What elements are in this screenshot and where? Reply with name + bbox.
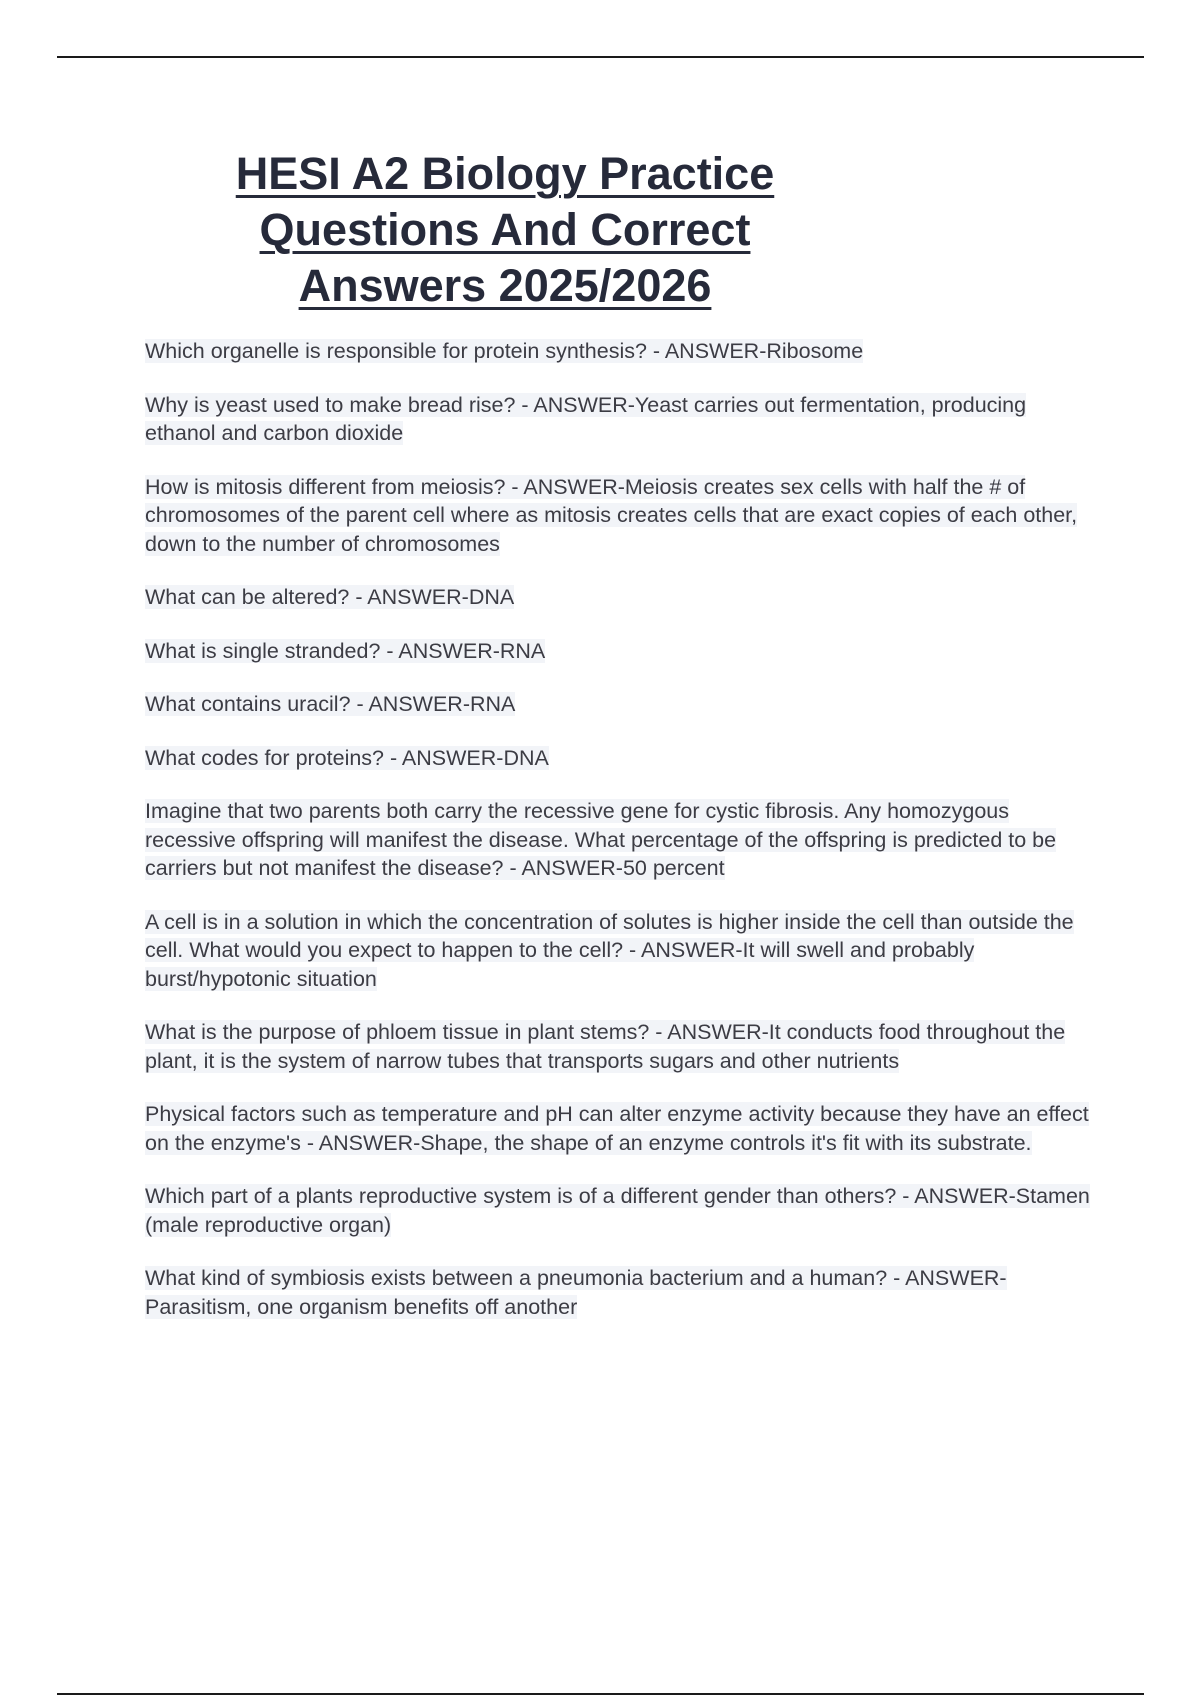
qa-text: Why is yeast used to make bread rise? - ANSWER-Yeast carries out fermentation, producing ethanol and carbon dioxide xyxy=(145,392,1027,445)
qa-text: A cell is in a solution in which the concentration of solutes is higher inside the cell than outside the cell. What would you expect to happen to the cell? - ANSWER-It will swell and probably burst/hypotonic situation xyxy=(145,909,1074,991)
qa-item xyxy=(145,1182,1090,1239)
qa-item xyxy=(145,583,1090,612)
qa-text: Which organelle is responsible for protein synthesis? - ANSWER-Ribosome xyxy=(145,339,864,363)
qa-item xyxy=(145,391,1090,448)
qa-text: Imagine that two parents both carry the recessive gene for cystic fibrosis. Any homozygous recessive offspring will manifest the disease. What percentage of the offspring is predicted to be carriers but not manifest the disease? - ANSWER-50 percent xyxy=(145,799,1057,880)
qa-item xyxy=(145,1100,1090,1157)
qa-item xyxy=(145,337,1090,366)
qa-text: What is the purpose of phloem tissue in plant stems? - ANSWER-It conducts food throughout the plant, it is the system of narrow tubes that transports sugars and other nutrients xyxy=(145,1020,1066,1073)
qa-text: What kind of symbiosis exists between a pneumonia bacterium and a human? - ANSWER-Parasitism, one organism benefits off another xyxy=(145,1266,1007,1319)
qa-text: Which part of a plants reproductive system is of a different gender than others? - ANSWER-Stamen (male reproductive organ) xyxy=(145,1184,1090,1237)
qa-item xyxy=(145,637,1090,666)
title-line-3: Answers 2025/2026 xyxy=(298,260,712,311)
qa-item xyxy=(145,908,1090,994)
qa-item xyxy=(145,690,1090,719)
title-line-2: Questions And Correct xyxy=(259,204,751,255)
qa-item xyxy=(145,797,1090,883)
qa-text: How is mitosis different from meiosis? - ANSWER-Meiosis creates sex cells with half the # of chromosomes of the parent cell where as mitosis creates cells that are exact copies of each other, down to the number of chromosomes xyxy=(145,474,1078,556)
qa-item xyxy=(145,1018,1090,1075)
qa-text: Physical factors such as temperature and pH can alter enzyme activity because they have an effect on the enzyme's - ANSWER-Shape, the shape of an enzyme controls it's fit with its substrate. xyxy=(145,1102,1089,1155)
qa-text: What can be altered? - ANSWER-DNA xyxy=(145,585,515,609)
qa-text: What is single stranded? - ANSWER-RNA xyxy=(145,638,546,663)
qa-text: What contains uracil? - ANSWER-RNA xyxy=(145,692,516,716)
qa-list xyxy=(145,337,1090,1346)
title-line-1: HESI A2 Biology Practice xyxy=(235,148,775,199)
qa-item xyxy=(145,473,1090,559)
qa-text: What codes for proteins? - ANSWER-DNA xyxy=(145,745,549,770)
bottom-rule xyxy=(57,1693,1144,1695)
qa-item xyxy=(145,744,1090,773)
qa-item xyxy=(145,1264,1090,1321)
top-rule xyxy=(57,56,1144,58)
document-title xyxy=(200,146,810,314)
